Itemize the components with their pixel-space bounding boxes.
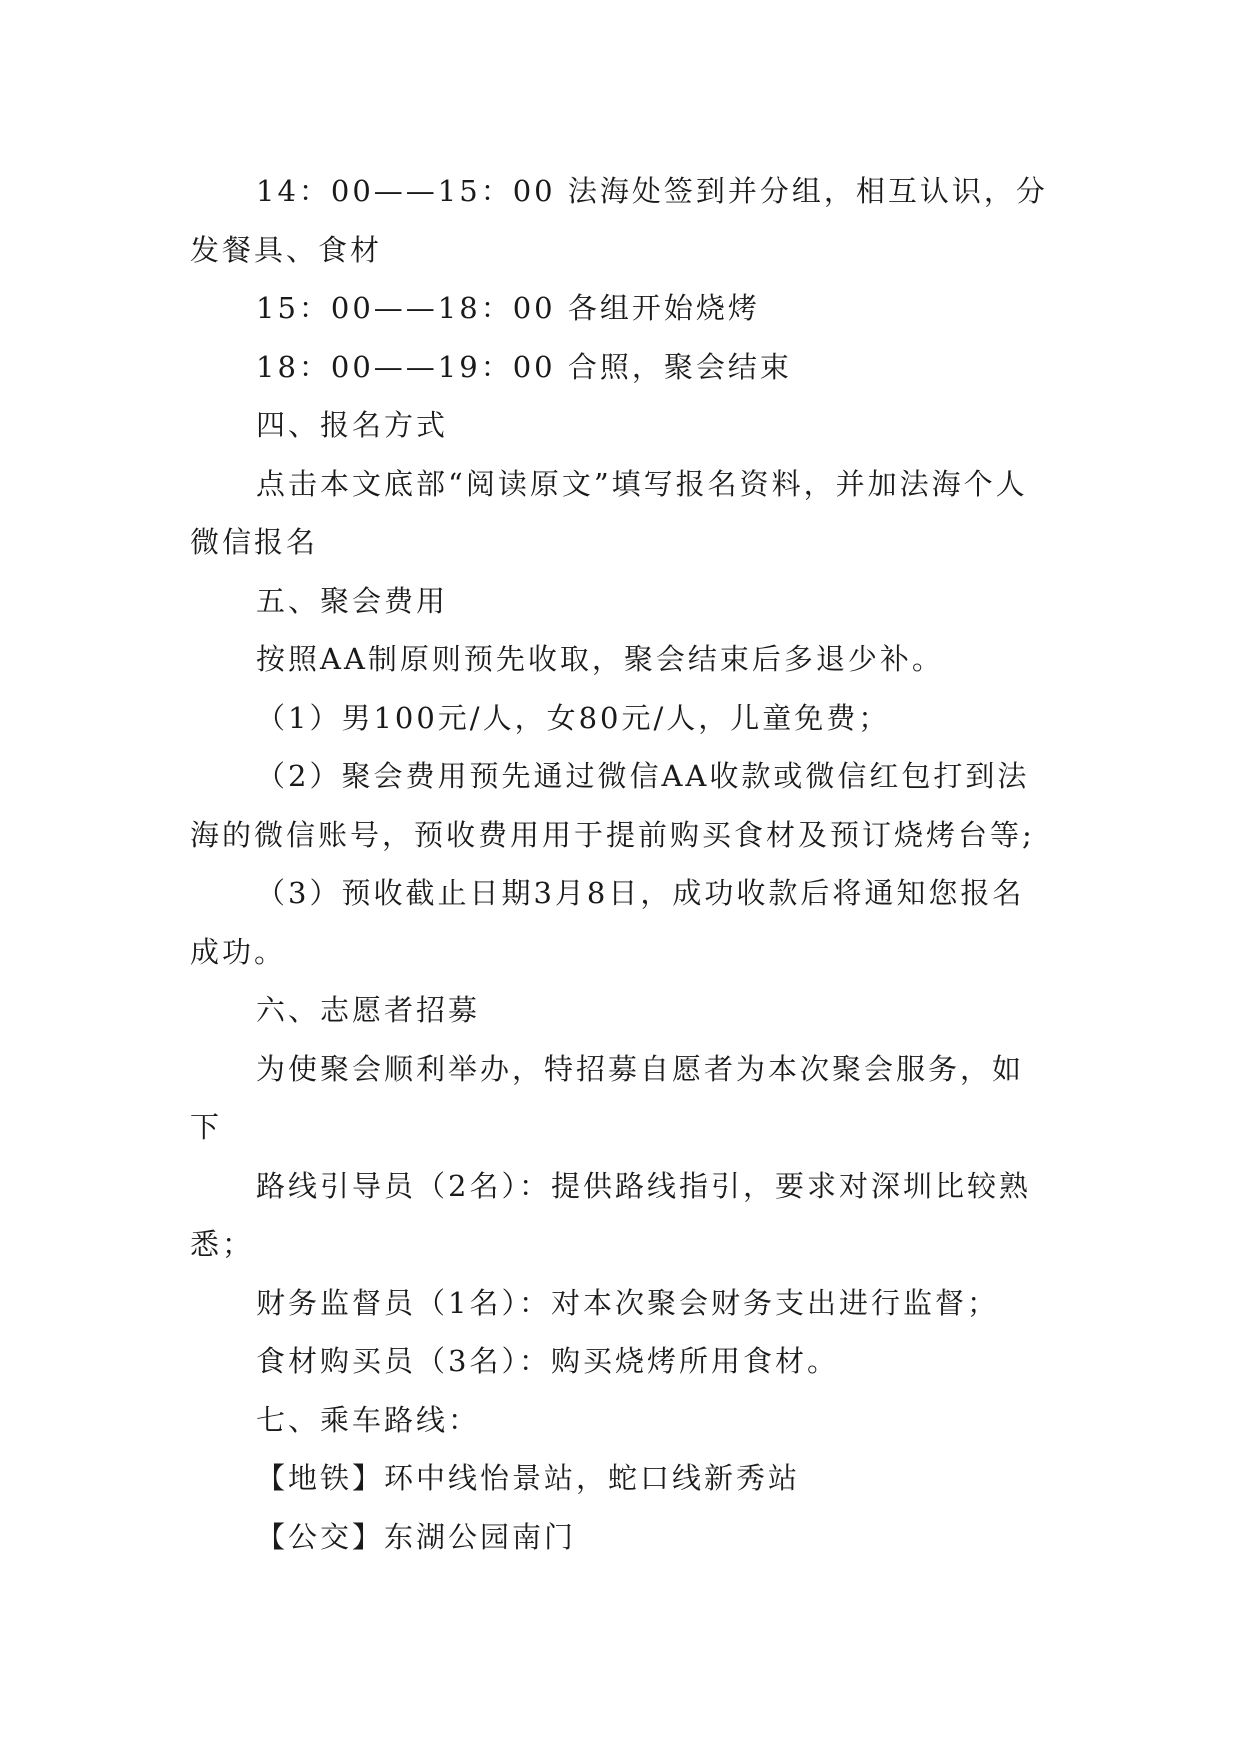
transport-metro: 【地铁】环中线怡景站，蛇口线新秀站 xyxy=(256,1461,801,1495)
volunteer-role-purchase: 食材购买员（3名）：购买烧烤所用食材。 xyxy=(256,1344,839,1378)
fees-principle: 按照AA制原则预先收取，聚会结束后多退少补。 xyxy=(256,642,944,676)
document-body xyxy=(190,162,1050,1566)
section-heading-fees: 五、聚会费用 xyxy=(256,583,449,618)
section-heading-transport: 七、乘车路线： xyxy=(256,1402,481,1437)
schedule-line-2: 15：00——18：00 各组开始烧烤 xyxy=(256,291,760,325)
volunteers-intro: 为使聚会顺利举办，特招募自愿者为本次聚会服务，如下 xyxy=(190,1051,1025,1144)
fees-item-1: （1）男100元/人，女80元/人，儿童免费； xyxy=(256,700,891,735)
fees-item-3: （3）预收截止日期3月8日，成功收款后将通知您报名成功。 xyxy=(190,876,1025,969)
schedule-line-1: 14：00——15：00 法海处签到并分组，相互认识，分发餐具、食材 xyxy=(190,174,1048,267)
fees-item-2: （2）聚会费用预先通过微信AA收款或微信红包打到法海的微信账号，预收费用用于提前购买食材及预订烧烤台等; xyxy=(190,759,1035,852)
registration-text: 点击本文底部“阅读原文”填写报名资料，并加法海个人微信报名 xyxy=(190,466,1028,559)
schedule-line-3: 18：00——19：00 合照，聚会结束 xyxy=(256,349,792,384)
section-heading-registration: 四、报名方式 xyxy=(256,408,449,442)
transport-bus: 【公交】东湖公园南门 xyxy=(256,1519,577,1554)
volunteer-role-guide: 路线引导员（2名）：提供路线指引，要求对深圳比较熟悉； xyxy=(190,1168,1031,1261)
section-heading-volunteers: 六、志愿者招募 xyxy=(256,993,481,1027)
volunteer-role-finance: 财务监督员（1名）：对本次聚会财务支出进行监督； xyxy=(256,1285,999,1320)
